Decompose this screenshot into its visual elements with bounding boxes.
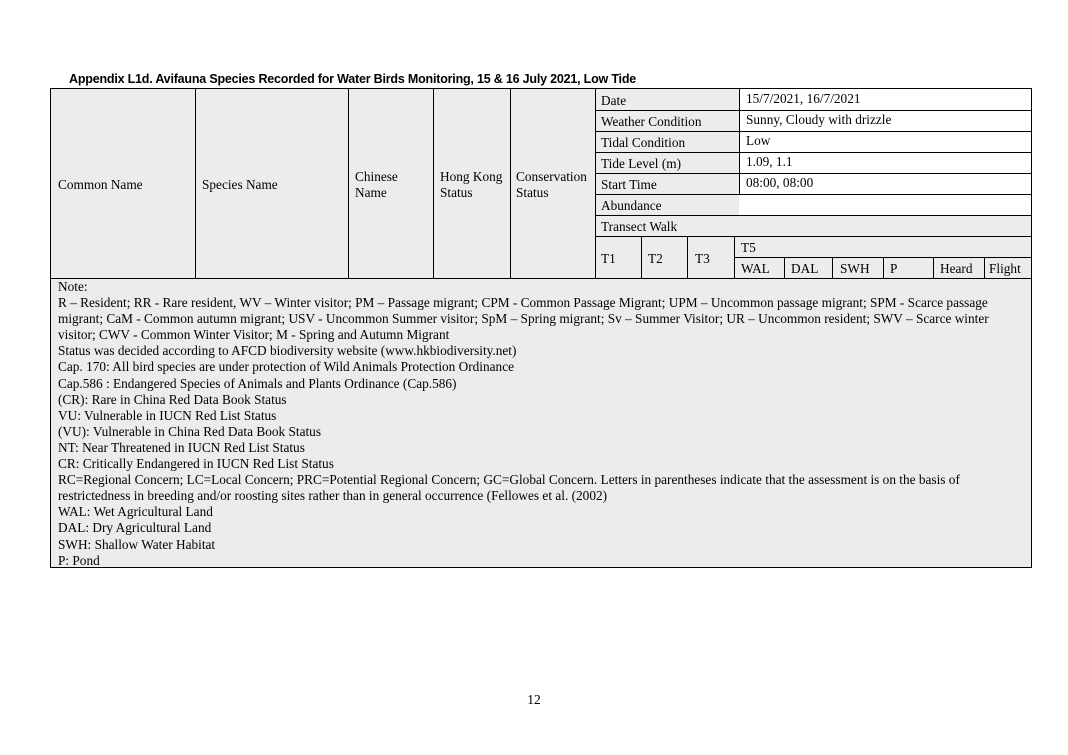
transect-t5: T5: [741, 240, 756, 255]
transect-walk-label: Transect Walk: [601, 219, 678, 234]
note-line: Note:: [58, 279, 88, 294]
header-chinese-name: Chinese Name: [355, 169, 398, 200]
start-time-label: Start Time: [601, 177, 657, 192]
header-common-name: Common Name: [58, 177, 143, 192]
tide-level-value: 1.09, 1.1: [746, 154, 793, 169]
header-species-name: Species Name: [202, 177, 278, 192]
note-line: WAL: Wet Agricultural Land: [58, 504, 213, 520]
weather-value: Sunny, Cloudy with drizzle: [746, 112, 892, 127]
col-divider: [832, 257, 833, 278]
t5-flight: Flight: [989, 261, 1021, 276]
row-divider: [595, 131, 1031, 132]
tidal-value: Low: [746, 133, 771, 148]
row-divider: [595, 194, 1031, 195]
start-time-value: 08:00, 08:00: [746, 175, 814, 190]
t5-wal: WAL: [741, 261, 770, 276]
note-line: VU: Vulnerable in IUCN Red List Status: [58, 407, 277, 423]
note-line: P: Pond: [58, 552, 100, 568]
header-conservation-status: Conservation Status: [516, 169, 587, 200]
note-line: Cap. 170: All bird species are under protection of Wild Animals Protection Ordinance: [58, 359, 515, 375]
row-divider: [595, 110, 1031, 111]
note-line: Cap.586 : Endangered Species of Animals and Plants Ordinance (Cap.586): [58, 375, 457, 391]
species-table: [50, 88, 1032, 568]
note-line: Status was decided according to AFCD biodiversity website (www.hkbiodiversity.net): [58, 343, 517, 359]
col-divider: [739, 89, 740, 194]
row-divider: [595, 236, 1031, 237]
transect-t1: T1: [601, 251, 616, 266]
t5-dal: DAL: [791, 261, 819, 276]
tidal-label: Tidal Condition: [601, 135, 686, 150]
tide-level-label: Tide Level (m): [601, 156, 682, 171]
col-divider: [348, 89, 349, 278]
table-caption: Appendix L1d. Avifauna Species Recorded for Water Birds Monitoring, 15 & 16 July 2021, Low Tide: [69, 72, 637, 86]
transect-t3: T3: [695, 251, 710, 266]
note-line: NT: Near Threatened in IUCN Red List Status: [58, 439, 305, 455]
t5-p: P: [890, 261, 898, 276]
note-line: SWH: Shallow Water Habitat: [58, 536, 216, 552]
date-value: 15/7/2021, 16/7/2021: [746, 91, 861, 106]
note-line: (CR): Rare in China Red Data Book Status: [58, 391, 287, 407]
col-divider: [933, 257, 934, 278]
note-line: DAL: Dry Agricultural Land: [58, 520, 212, 536]
date-label: Date: [601, 93, 627, 108]
note-line: R – Resident; RR - Rare resident, WV – Winter visitor; PM – Passage migrant; CPM - Common Passage Migrant; UPM – Uncommon passage migrant; SPM - Scarce passage migrant; CaM - Common autumn migrant; USV - Uncommon Summer visitor; SpM – Spring migrant; Sv – Summer Visitor; UR – Uncommon resident; SWV – Scarce winter visitor; CWV - Common Winter Visitor; M - Spring and Autumn Migrant: [58, 295, 989, 343]
col-divider: [883, 257, 884, 278]
transect-t2: T2: [648, 251, 663, 266]
col-divider: [784, 257, 785, 278]
t5-heard: Heard: [940, 261, 973, 276]
header-hk-status: Hong Kong Status: [440, 169, 503, 200]
note-line: RC=Regional Concern; LC=Local Concern; PRC=Potential Regional Concern; GC=Global Concern. Letters in parentheses indicate that the assessment is on the basis of restrictedness in breeding and/or roosting sites rather than in general occurrence (Fellowes et al. (2002): [58, 472, 960, 504]
col-divider: [595, 89, 596, 278]
note-line: (VU): Vulnerable in China Red Data Book Status: [58, 423, 322, 439]
table-notes: [58, 279, 1024, 569]
col-divider: [433, 89, 434, 278]
abundance-label: Abundance: [601, 198, 662, 213]
row-divider: [595, 215, 1031, 216]
col-divider: [641, 236, 642, 278]
col-divider: [510, 89, 511, 278]
col-divider: [195, 89, 196, 278]
page-number: 12: [527, 692, 541, 707]
weather-label: Weather Condition: [601, 114, 702, 129]
note-line: CR: Critically Endangered in IUCN Red List Status: [58, 456, 334, 472]
col-divider: [984, 257, 985, 278]
col-divider: [687, 236, 688, 278]
t5-swh: SWH: [840, 261, 870, 276]
row-divider: [734, 257, 1031, 258]
row-divider: [595, 173, 1031, 174]
row-divider: [595, 152, 1031, 153]
